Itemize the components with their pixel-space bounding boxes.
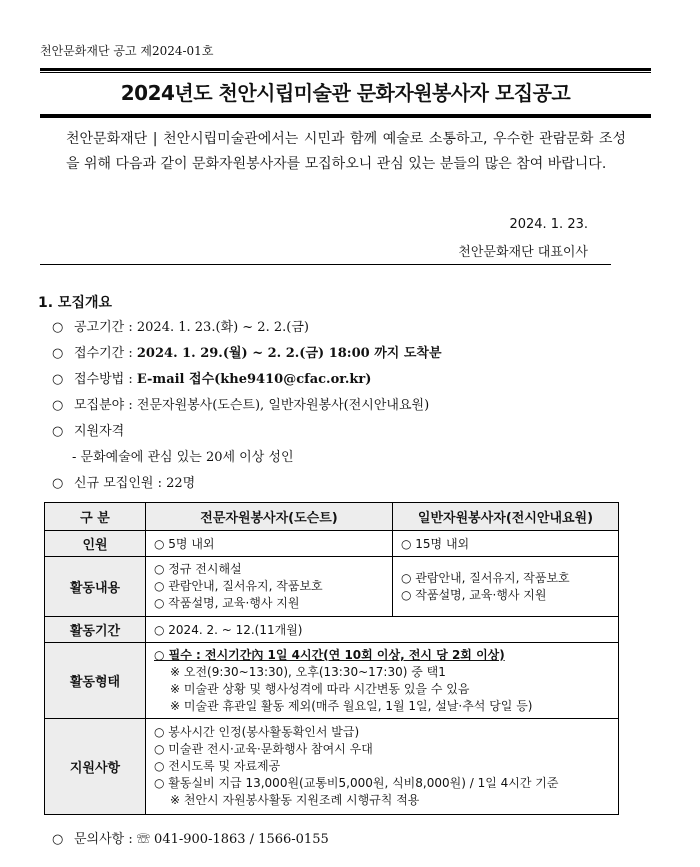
list-item (52, 471, 652, 497)
list-item (52, 393, 652, 419)
row-label-form: 활동형태 (45, 643, 146, 719)
table-row (45, 643, 619, 719)
activity-form (146, 643, 619, 719)
title-rule-top (40, 68, 651, 71)
form-note: ※ 오전(9:30~13:30), 오후(13:30~17:30) 중 택1 (170, 664, 446, 679)
row-label-count: 인원 (45, 531, 146, 557)
recruit-table (44, 502, 619, 815)
list-item (52, 419, 652, 445)
count-general: ○ 15명 내외 (393, 531, 619, 557)
notice-date: 2024. 1. 23. (509, 217, 588, 232)
circle-bullet-icon: ○ (52, 476, 64, 491)
list-item (52, 341, 652, 367)
phone-icon: ☏ (136, 832, 150, 847)
inquiry-phone: 041-900-1863 / 1566-0155 (154, 832, 329, 847)
overview-list (52, 315, 652, 497)
list-item: ○ 관람안내, 질서유지, 작품보호 (154, 579, 323, 593)
field-value: 전문자원봉사(도슨트), 일반자원봉사(전시안내요원) (136, 398, 430, 413)
intro-paragraph: 천안문화재단 | 천안시립미술관에서는 시민과 함께 예술로 소통하고, 우수한 관람문화 조성을 위해 다음과 같이 문화자원봉사자를 모집하오니 관심 있는 분들의 많은 참여 바랍니다. (66, 131, 626, 172)
qualification-label: 지원자격 (74, 424, 125, 439)
table-row (45, 617, 619, 643)
table-row (45, 557, 619, 617)
headcount-value: 22명 (166, 476, 196, 491)
signature-divider (40, 264, 611, 265)
form-note: ※ 미술관 상황 및 행사성격에 따라 시간변동 있을 수 있음 (170, 681, 470, 696)
notice-number: 천안문화재단 공고 제2024-01호 (40, 44, 214, 58)
activity-docent (146, 557, 393, 617)
page-title: 2024년도 천안시립미술관 문화자원봉사자 모집공고 (120, 81, 571, 105)
row-label-activity: 활동내용 (45, 557, 146, 617)
form-note: ※ 미술관 휴관일 활동 제외(매주 월요일, 1월 1일, 설날·추석 당일 등) (170, 698, 533, 713)
circle-bullet-icon: ○ (52, 372, 64, 387)
activity-period: ○ 2024. 2. ~ 12.(11개월) (146, 617, 619, 643)
header-general: 일반자원봉사자(전시안내요원) (393, 503, 619, 531)
title-block (40, 68, 651, 118)
list-item: ○ 활동실비 지급 13,000원(교통비5,000원, 식비8,000원) / 1일 4시간 기준 (154, 776, 559, 790)
receipt-value: 2024. 1. 29.(월) ~ 2. 2.(금) 18:00 까지 도착분 (136, 346, 442, 361)
field-label: 모집분야 : (74, 398, 133, 413)
circle-bullet-icon: ○ (52, 346, 64, 361)
method-value: E-mail 접수(khe9410@cfac.or.kr) (136, 372, 372, 387)
title-rule-bottom (40, 115, 651, 118)
list-item: ○ 전시도록 및 자료제공 (154, 759, 281, 773)
section-title: 1. 모집개요 (38, 295, 113, 311)
method-label: 접수방법 : (74, 372, 133, 387)
table-row (45, 531, 619, 557)
list-item (52, 367, 652, 393)
list-item: ○ 미술관 전시·교육·문화행사 참여시 우대 (154, 742, 373, 756)
count-docent: ○ 5명 내외 (146, 531, 393, 557)
circle-bullet-icon: ○ (52, 832, 64, 847)
header-category: 구 분 (45, 503, 146, 531)
support-note: ※ 천안시 자원봉사활동 지원조례 시행규칙 적용 (170, 793, 420, 807)
table-header-row (45, 503, 619, 531)
circle-bullet-icon: ○ (52, 424, 64, 439)
list-item: ○ 봉사시간 인정(봉사활동확인서 발급) (154, 725, 360, 739)
signer: 천안문화재단 대표이사 (458, 245, 588, 260)
inquiry (52, 828, 329, 847)
row-label-support: 지원사항 (45, 719, 146, 815)
form-required: ○ 필수 : 전시기간內 1일 4시간(연 10회 이상, 전시 당 2회 이상) (154, 647, 505, 662)
circle-bullet-icon: ○ (52, 320, 64, 335)
support-details (146, 719, 619, 815)
list-item: ○ 관람안내, 질서유지, 작품보호 (401, 570, 570, 585)
header-docent: 전문자원봉사자(도슨트) (146, 503, 393, 531)
list-item: ○ 작품설명, 교육·행사 지원 (401, 587, 547, 602)
inquiry-label: 문의사항 : (74, 832, 133, 847)
circle-bullet-icon: ○ (52, 398, 64, 413)
headcount-label: 신규 모집인원 : (74, 476, 162, 491)
row-label-period: 활동기간 (45, 617, 146, 643)
period-value: 2024. 1. 23.(화) ~ 2. 2.(금) (136, 320, 309, 335)
list-item (52, 315, 652, 341)
table-row (45, 719, 619, 815)
receipt-label: 접수기간 : (74, 346, 133, 361)
activity-general (393, 557, 619, 617)
list-item: ○ 정규 전시해설 (154, 562, 242, 576)
list-item: ○ 작품설명, 교육·행사 지원 (154, 596, 300, 610)
qualification-detail: - 문화예술에 관심 있는 20세 이상 성인 (72, 450, 294, 465)
period-label: 공고기간 : (74, 320, 133, 335)
